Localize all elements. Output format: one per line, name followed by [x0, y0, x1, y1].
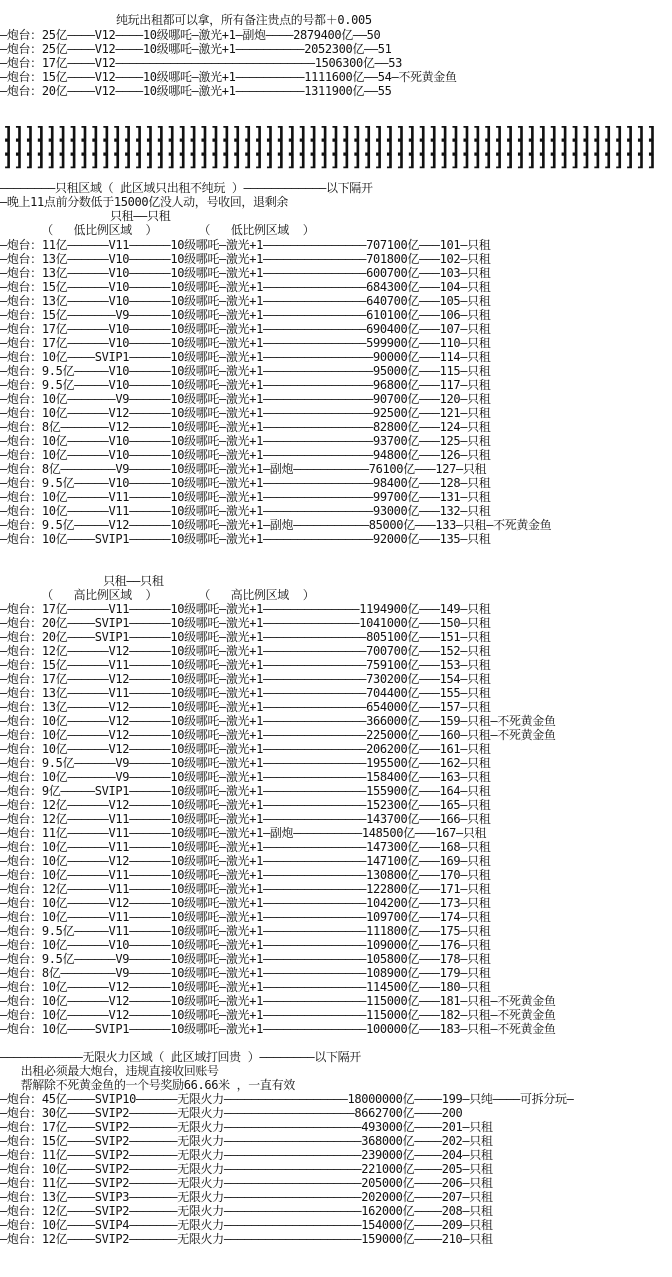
table-row: —炮台：10亿——————V11——————10级哪吒—激光+1————————————————93000亿———132—只租 [0, 504, 491, 518]
infinite-section-banner: ————————————无限火力区域（ 此区域打回贵 ）————————以下隔开 [0, 1050, 361, 1064]
table-row: —炮台：9.5亿—————V10——————10级哪吒—激光+1————————————————98400亿———128—只租 [0, 476, 491, 490]
table-row: —炮台：15亿———————V9——————10级哪吒—激光+1———————————————610100亿———106—只租 [0, 308, 491, 322]
table-row: —炮台：11亿——————V11——————10级哪吒—激光+1———————————————707100亿———101—只租 [0, 238, 491, 252]
table-row: —炮台：11亿————SVIP2———————无限火力————————————————————239000亿————204—只租 [0, 1148, 493, 1162]
table-row: —炮台：11亿——————V11——————10级哪吒—激光+1—副炮——————————148500亿———167—只租 [0, 826, 487, 840]
table-row: —炮台：13亿——————V10——————10级哪吒—激光+1———————————————640700亿———105—只租 [0, 294, 491, 308]
table-row: —炮台：8亿————————V9——————10级哪吒—激光+1—副炮———————————76100亿———127—只租 [0, 462, 487, 476]
table-row: —炮台：13亿——————V12——————10级哪吒—激光+1———————————————654000亿———157—只租 [0, 700, 491, 714]
table-row: —炮台：10亿———————V9——————10级哪吒—激光+1————————————————90700亿———120—只租 [0, 392, 491, 406]
table-row: —炮台：9.5亿—————V10——————10级哪吒—激光+1————————————————95000亿———115—只租 [0, 364, 491, 378]
table-row: —炮台：10亿——————V12——————10级哪吒—激光+1———————————————366000亿———159—只租—不死黄金鱼 [0, 714, 556, 728]
rent-section-banner: ————————只租区域（ 此区域只出租不纯玩 ）————————————以下隔开 [0, 181, 373, 195]
table-row: —炮台：17亿——————V11——————10级哪吒—激光+1——————————————1194900亿———149—只租 [0, 602, 491, 616]
table-row: —炮台：17亿————SVIP2———————无限火力————————————————————493000亿————201—只租 [0, 1120, 493, 1134]
table-row: —炮台：10亿————SVIP1——————10级哪吒—激光+1————————————————90000亿———114—只租 [0, 350, 491, 364]
header-notice: 纯玩出租都可以拿，所有备注贵点的号都＋0.005 [116, 13, 372, 27]
table-row: —炮台：13亿——————V10——————10级哪吒—激光+1———————————————600700亿———103—只租 [0, 266, 491, 280]
header-row: —炮台：25亿————V12————10级哪吒—激光+1—副炮————2879400亿——50 [0, 28, 381, 42]
table-row: —炮台：12亿————SVIP2———————无限火力————————————————————159000亿————210—只租 [0, 1232, 493, 1246]
table-row: —炮台：10亿———————V9——————10级哪吒—激光+1———————————————158400亿———163—只租 [0, 770, 491, 784]
table-row: —炮台：9.5亿—————V11——————10级哪吒—激光+1———————————————111800亿———175—只租 [0, 924, 491, 938]
table-row: —炮台：12亿——————V12——————10级哪吒—激光+1———————————————152300亿———165—只租 [0, 798, 491, 812]
table-row: —炮台：8亿————————V9——————10级哪吒—激光+1———————————————108900亿———179—只租 [0, 966, 491, 980]
table-row: —炮台：9.5亿—————V12——————10级哪吒—激光+1—副炮———————————85000亿———133—只租—不死黄金鱼 [0, 518, 552, 532]
infinite-section-note: 出租必须最大炮台，违规直接收回账号 [0, 1064, 219, 1078]
table-row: —炮台：8亿———————V12——————10级哪吒—激光+1————————————————82800亿———124—只租 [0, 420, 491, 434]
table-row: —炮台：10亿——————V10——————10级哪吒—激光+1————————————————93700亿———125—只租 [0, 434, 491, 448]
table-row: —炮台：10亿——————V12——————10级哪吒—激光+1———————————————206200亿———161—只租 [0, 742, 491, 756]
table-row: —炮台：10亿————SVIP1——————10级哪吒—激光+1————————————————92000亿———135—只租 [0, 532, 491, 546]
table-row: —炮台：10亿——————V11——————10级哪吒—激光+1———————————————147300亿———168—只租 [0, 840, 491, 854]
table-row: —炮台：17亿——————V10——————10级哪吒—激光+1———————————————690400亿———107—只租 [0, 322, 491, 336]
table-row: —炮台：10亿——————V12——————10级哪吒—激光+1———————————————104200亿———173—只租 [0, 896, 491, 910]
table-row: —炮台：10亿——————V11——————10级哪吒—激光+1———————————————109700亿———174—只租 [0, 910, 491, 924]
table-row: —炮台：9亿—————SVIP1——————10级哪吒—激光+1———————————————155900亿———164—只租 [0, 784, 491, 798]
bracket-divider: ]]]]]]]]]]]]]]]]]]]]]]]]]]]]]]]]]]]]]]]]]]]]]]]]]]]]]]]]]]]] [4, 137, 659, 156]
header-row: —炮台：17亿————V12—————————————————————————————1506300亿——53 [0, 56, 402, 70]
table-row: —炮台：10亿——————V11——————10级哪吒—激光+1———————————————130800亿———170—只租 [0, 868, 491, 882]
table-row: —炮台：10亿——————V10——————10级哪吒—激光+1————————————————94800亿———126—只租 [0, 448, 491, 462]
header-row: —炮台：25亿————V12————10级哪吒—激光+1——————————2052300亿——51 [0, 42, 392, 56]
table-row: —炮台：45亿————SVIP10——————无限火力——————————————————18000000亿————199—只纯————可拆分玩— [0, 1092, 574, 1106]
table-row: —炮台：10亿————SVIP4———————无限火力————————————————————154000亿————209—只租 [0, 1218, 493, 1232]
table-row: —炮台：12亿——————V11——————10级哪吒—激光+1———————————————122800亿———171—只租 [0, 882, 491, 896]
rent-section-label: （ 低比例区域 ） （ 低比例区域 ） [0, 223, 315, 237]
table-row: —炮台：17亿——————V10——————10级哪吒—激光+1———————————————599900亿———110—只租 [0, 336, 491, 350]
table-row: —炮台：13亿——————V10——————10级哪吒—激光+1———————————————701800亿———102—只租 [0, 252, 491, 266]
table-row: —炮台：10亿————SVIP1——————10级哪吒—激光+1———————————————100000亿———183—只租—不死黄金鱼 [0, 1022, 556, 1036]
table-row: —炮台：12亿——————V12——————10级哪吒—激光+1———————————————700700亿———152—只租 [0, 644, 491, 658]
header-row: —炮台：15亿————V12————10级哪吒—激光+1——————————1111600亿——54—不死黄金鱼 [0, 70, 457, 84]
table-row: —炮台：17亿——————V12——————10级哪吒—激光+1———————————————730200亿———154—只租 [0, 672, 491, 686]
table-row: —炮台：10亿——————V11——————10级哪吒—激光+1————————————————99700亿———131—只租 [0, 490, 491, 504]
table-row: —炮台：15亿——————V11——————10级哪吒—激光+1———————————————759100亿———153—只租 [0, 658, 491, 672]
table-row: —炮台：20亿————SVIP1——————10级哪吒—激光+1———————————————805100亿———151—只租 [0, 630, 491, 644]
table-row: —炮台：15亿————SVIP2———————无限火力————————————————————368000亿————202—只租 [0, 1134, 493, 1148]
header-row: —炮台：20亿————V12————10级哪吒—激光+1——————————1311900亿——55 [0, 84, 392, 98]
rent-section-rule: —晚上11点前分数低于15000亿没人动，号收回，退剩余 [0, 195, 288, 209]
table-row: —炮台：9.5亿——————V9——————10级哪吒—激光+1———————————————195500亿———162—只租 [0, 756, 491, 770]
table-row: —炮台：10亿——————V12——————10级哪吒—激光+1———————————————115000亿———181—只租—不死黄金鱼 [0, 994, 556, 1008]
table-row: —炮台：10亿——————V12——————10级哪吒—激光+1———————————————114500亿———180—只租 [0, 980, 491, 994]
table-row: —炮台：10亿——————V12——————10级哪吒—激光+1———————————————115000亿———182—只租—不死黄金鱼 [0, 1008, 556, 1022]
table-row: —炮台：30亿————SVIP2———————无限火力———————————————————8662700亿————200 [0, 1106, 463, 1120]
table-row: —炮台：10亿——————V12——————10级哪吒—激光+1———————————————147100亿———169—只租 [0, 854, 491, 868]
table-row: —炮台：11亿————SVIP2———————无限火力————————————————————205000亿————206—只租 [0, 1176, 493, 1190]
table-row: —炮台：12亿——————V11——————10级哪吒—激光+1———————————————143700亿———166—只租 [0, 812, 491, 826]
table-row: —炮台：10亿————SVIP2———————无限火力————————————————————221000亿————205—只租 [0, 1162, 493, 1176]
infinite-section-note: 帮解除不死黄金鱼的一个号奖励66.66米 ，一直有效 [0, 1078, 295, 1092]
table-row: —炮台：20亿————SVIP1——————10级哪吒—激光+1——————————————1041000亿———150—只租 [0, 616, 491, 630]
table-row: —炮台：9.5亿——————V9——————10级哪吒—激光+1———————————————105800亿———178—只租 [0, 952, 491, 966]
table-row: —炮台：10亿——————V12——————10级哪吒—激光+1————————————————92500亿———121—只租 [0, 406, 491, 420]
bracket-divider: ]]]]]]]]]]]]]]]]]]]]]]]]]]]]]]]]]]]]]]]]]]]]]]]]]]]]]]]]]]]] [4, 123, 659, 142]
table-row: —炮台：13亿——————V11——————10级哪吒—激光+1———————————————704400亿———155—只租 [0, 686, 491, 700]
table-row: —炮台：10亿——————V12——————10级哪吒—激光+1———————————————225000亿———160—只租—不死黄金鱼 [0, 728, 556, 742]
table-row: —炮台：15亿——————V10——————10级哪吒—激光+1———————————————684300亿———104—只租 [0, 280, 491, 294]
high-section-label: （ 高比例区域 ） （ 高比例区域 ） [0, 588, 315, 602]
high-section-subtitle: 只租——只租 [0, 574, 164, 588]
table-row: —炮台：9.5亿—————V10——————10级哪吒—激光+1————————————————96800亿———117—只租 [0, 378, 491, 392]
bracket-divider: ]]]]]]]]]]]]]]]]]]]]]]]]]]]]]]]]]]]]]]]]]]]]]]]]]]]]]]]]]]]] [4, 151, 659, 170]
rent-section-subtitle: 只租——只租 [0, 209, 171, 223]
table-row: —炮台：12亿————SVIP2———————无限火力————————————————————162000亿————208—只租 [0, 1204, 493, 1218]
table-row: —炮台：13亿————SVIP3———————无限火力————————————————————202000亿————207—只租 [0, 1190, 493, 1204]
table-row: —炮台：10亿——————V10——————10级哪吒—激光+1———————————————109000亿———176—只租 [0, 938, 491, 952]
